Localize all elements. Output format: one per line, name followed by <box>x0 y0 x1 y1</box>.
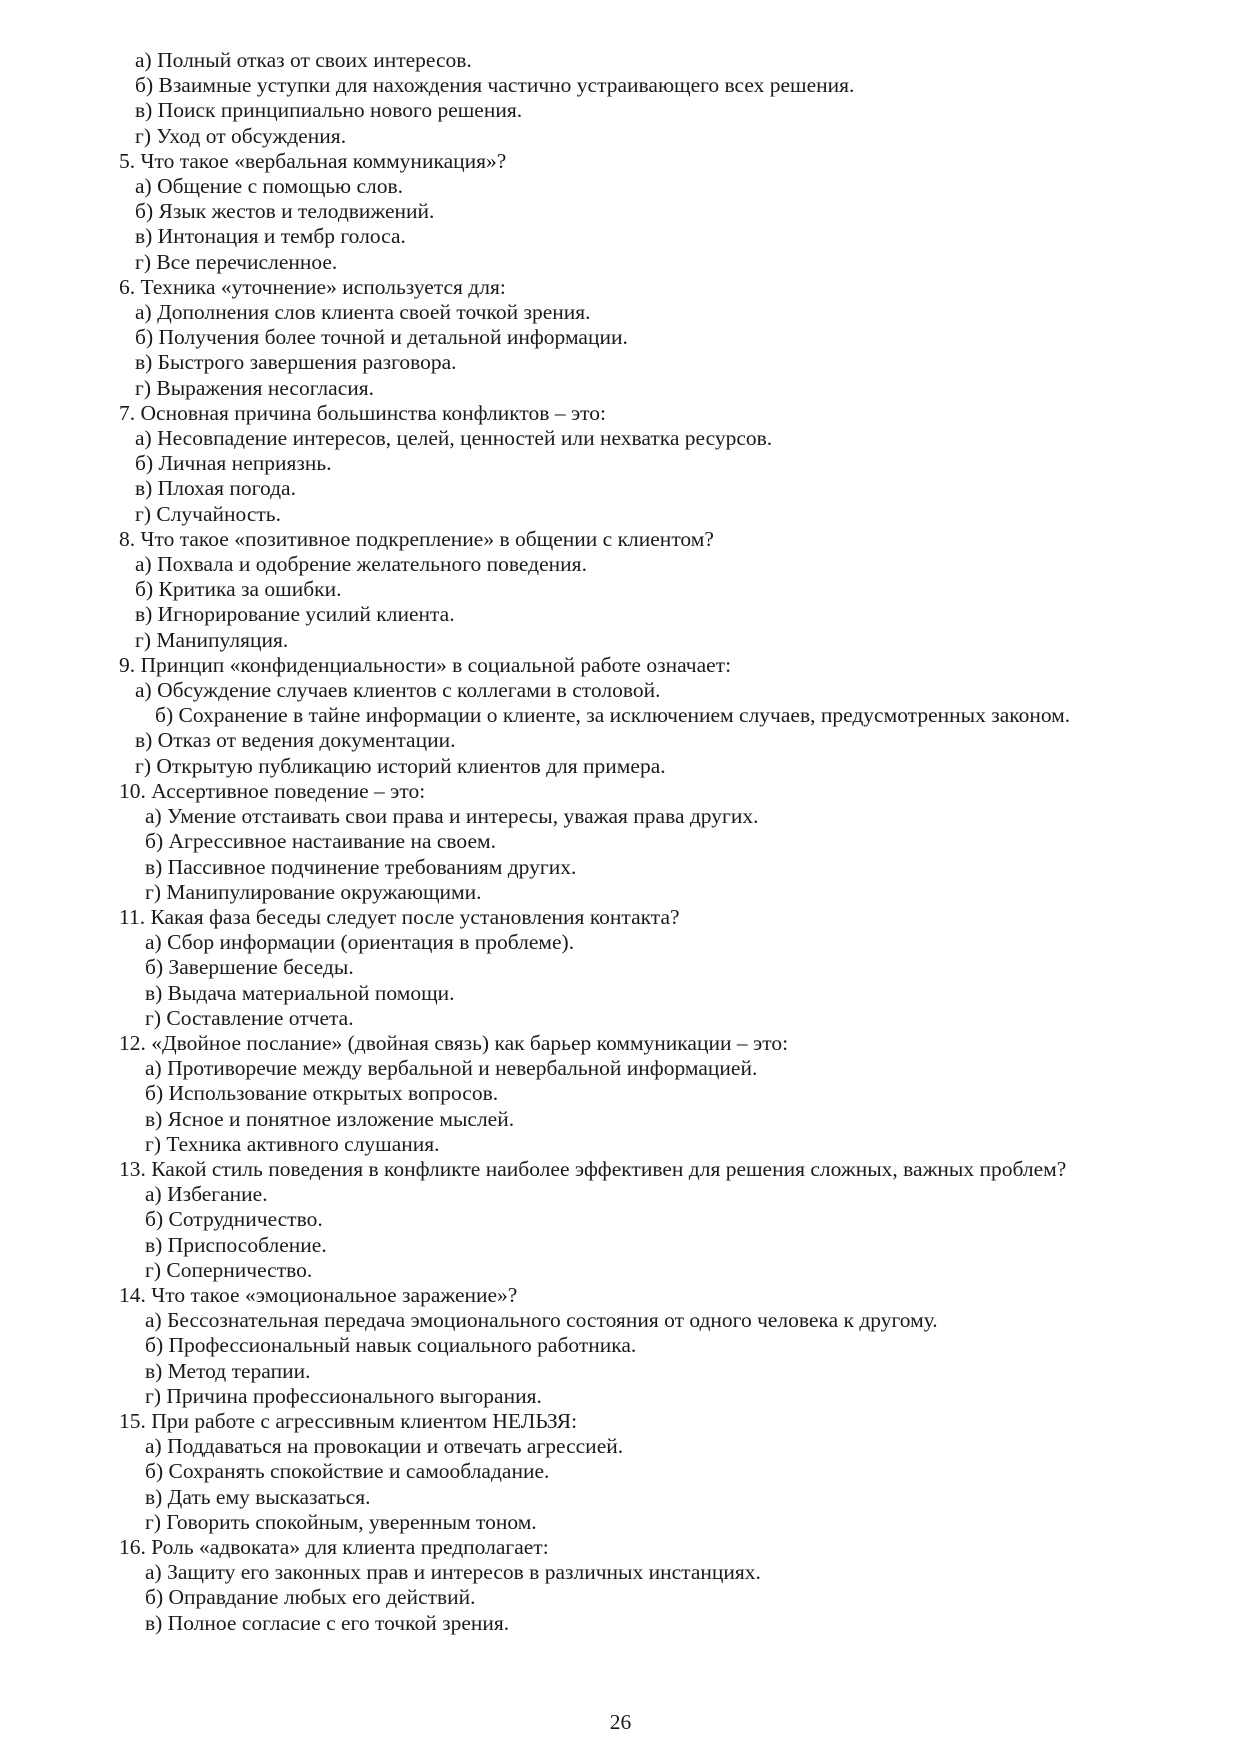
answer-option: в) Метод терапии. <box>145 1358 311 1383</box>
answer-option: в) Игнорирование усилий клиента. <box>135 602 455 627</box>
answer-option: б) Язык жестов и телодвижений. <box>135 199 435 224</box>
answer-option: в) Приспособление. <box>145 1232 327 1257</box>
answer-option: б) Сотрудничество. <box>145 1207 323 1232</box>
answer-option: г) Открытую публикацию историй клиентов для примера. <box>135 753 666 778</box>
answer-option: а) Умение отстаивать свои права и интересы, уважая права других. <box>145 804 759 829</box>
answer-option: в) Отказ от ведения документации. <box>135 728 456 753</box>
answer-option: б) Завершение беседы. <box>145 955 354 980</box>
answer-option: а) Избегание. <box>145 1182 268 1207</box>
answer-option: г) Причина профессионального выгорания. <box>145 1383 542 1408</box>
page-number: 26 <box>609 1710 632 1734</box>
answer-option: в) Быстрого завершения разговора. <box>135 350 457 375</box>
answer-option: г) Составление отчета. <box>145 1005 354 1030</box>
answer-option: б) Использование открытых вопросов. <box>145 1081 499 1106</box>
answer-option: г) Случайность. <box>135 501 281 526</box>
question-text: 6. Техника «уточнение» используется для: <box>119 274 506 299</box>
answer-option: а) Общение с помощью слов. <box>135 174 404 199</box>
answer-option: а) Поддаваться на провокации и отвечать агрессией. <box>145 1434 624 1459</box>
answer-option: в) Ясное и понятное изложение мыслей. <box>145 1106 515 1131</box>
answer-option: б) Критика за ошибки. <box>135 577 342 602</box>
answer-option: в) Дать ему высказаться. <box>145 1484 371 1509</box>
answer-option: а) Обсуждение случаев клиентов с коллегами в столовой. <box>135 678 661 703</box>
answer-option: б) Взаимные уступки для нахождения частично устраивающего всех решения. <box>135 73 855 98</box>
answer-option: в) Плохая погода. <box>135 476 296 501</box>
answer-option: в) Полное согласие с его точкой зрения. <box>145 1610 510 1635</box>
answer-option: б) Профессиональный навык социального работника. <box>145 1333 637 1358</box>
question-text: 14. Что такое «эмоциональное заражение»? <box>119 1282 518 1307</box>
answer-option: а) Защиту его законных прав и интересов в различных инстанциях. <box>145 1560 761 1585</box>
answer-option: б) Сохранение в тайне информации о клиенте, за исключением случаев, предусмотренных законом. <box>155 703 1071 728</box>
answer-option: г) Соперничество. <box>145 1257 313 1282</box>
answer-option: в) Интонация и тембр голоса. <box>135 224 406 249</box>
question-text: 7. Основная причина большинства конфликтов – это: <box>119 400 607 425</box>
question-text: 11. Какая фаза беседы следует после установления контакта? <box>119 904 680 929</box>
question-text: 16. Роль «адвоката» для клиента предполагает: <box>119 1534 549 1559</box>
answer-option: б) Получения более точной и детальной информации. <box>135 325 628 350</box>
answer-option: а) Дополнения слов клиента своей точкой зрения. <box>135 300 591 325</box>
answer-option: б) Оправдание любых его действий. <box>145 1585 476 1610</box>
answer-option: а) Противоречие между вербальной и невербальной информацией. <box>145 1056 758 1081</box>
answer-option: в) Выдача материальной помощи. <box>145 980 455 1005</box>
question-text: 10. Ассертивное поведение – это: <box>119 778 426 803</box>
answer-option: г) Уход от обсуждения. <box>135 123 347 148</box>
answer-option: б) Агрессивное настаивание на своем. <box>145 829 496 854</box>
answer-option: в) Пассивное подчинение требованиям других. <box>145 854 577 879</box>
answer-option: б) Личная неприязнь. <box>135 451 332 476</box>
answer-option: а) Несовпадение интересов, целей, ценностей или нехватка ресурсов. <box>135 426 773 451</box>
question-text: 9. Принцип «конфиденциальности» в социальной работе означает: <box>119 652 732 677</box>
answer-option: а) Похвала и одобрение желательного поведения. <box>135 552 587 577</box>
question-text: 13. Какой стиль поведения в конфликте наиболее эффективен для решения сложных, важных проблем? <box>119 1156 1067 1181</box>
answer-option: а) Сбор информации (ориентация в проблеме). <box>145 930 575 955</box>
answer-option: а) Бессознательная передача эмоционального состояния от одного человека к другому. <box>145 1308 938 1333</box>
answer-option: г) Манипуляция. <box>135 627 289 652</box>
answer-option: в) Поиск принципиально нового решения. <box>135 98 523 123</box>
question-text: 15. При работе с агрессивным клиентом НЕЛЬЗЯ: <box>119 1408 578 1433</box>
question-text: 12. «Двойное послание» (двойная связь) как барьер коммуникации – это: <box>119 1030 789 1055</box>
question-text: 5. Что такое «вербальная коммуникация»? <box>119 148 507 173</box>
answer-option: б) Сохранять спокойствие и самообладание. <box>145 1459 550 1484</box>
answer-option: г) Манипулирование окружающими. <box>145 879 482 904</box>
answer-option: а) Полный отказ от своих интересов. <box>135 48 472 72</box>
answer-option: г) Выражения несогласия. <box>135 375 375 400</box>
document-body <box>119 48 1191 1636</box>
answer-option: г) Все перечисленное. <box>135 249 338 274</box>
answer-option: г) Техника активного слушания. <box>145 1131 440 1156</box>
question-text: 8. Что такое «позитивное подкрепление» в общении с клиентом? <box>119 526 714 551</box>
answer-option: г) Говорить спокойным, уверенным тоном. <box>145 1509 537 1534</box>
